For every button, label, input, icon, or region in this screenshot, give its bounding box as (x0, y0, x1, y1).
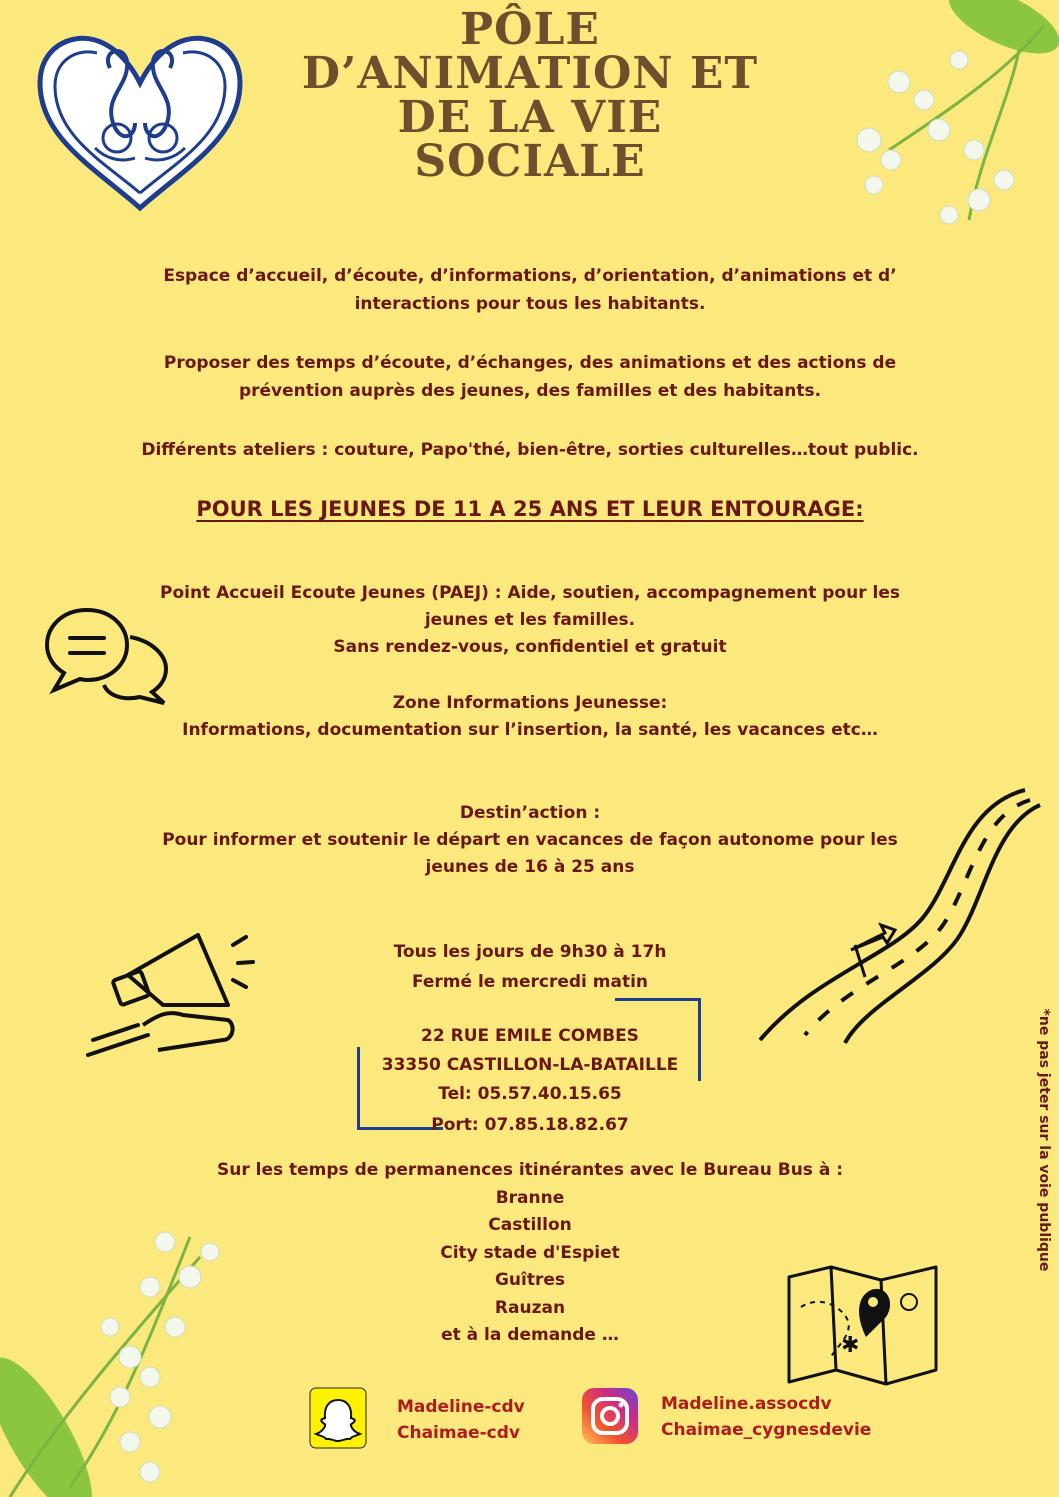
paej-line-3: Sans rendez-vous, confidentiel et gratuit (333, 637, 727, 657)
hours-line-1: Tous les jours de 9h30 à 17h (393, 942, 667, 962)
instagram-icon[interactable] (582, 1388, 638, 1444)
title-line-3: DE LA VIE (397, 92, 663, 143)
contact-tel: Tel: 05.57.40.15.65 (438, 1084, 622, 1104)
contact-street: 22 RUE EMILE COMBES (421, 1026, 639, 1046)
map-pin-icon (786, 1262, 941, 1387)
instagram-account[interactable]: Chaimae_cygnesdevie (661, 1420, 872, 1440)
title-line-1: PÔLE (460, 4, 600, 55)
intro-p2-line-2: prévention auprès des jeunes, des familles et des habitants. (238, 381, 822, 401)
side-note (1034, 990, 1054, 1290)
youth-heading: POUR LES JEUNES DE 11 A 25 ANS ET LEUR ENTOURAGE: (196, 497, 864, 521)
lily-of-the-valley-decoration (829, 0, 1059, 240)
paej-block (100, 580, 960, 661)
snapchat-accounts (397, 1394, 525, 1446)
intro-p1-line-1: Espace d’accueil, d’écoute, d’informations, d’orientation, d’animations et d’ (163, 266, 897, 286)
bus-place: Branne (495, 1187, 565, 1208)
bus-intro: Sur les temps de permanences itinérantes avec le Bureau Bus à : (216, 1160, 844, 1180)
intro-p2-line-1: Proposer des temps d’écoute, d’échanges, des animations et des actions de (163, 353, 897, 373)
destinaction-line-1: Pour informer et soutenir le départ en vacances de façon autonome pour les (162, 830, 898, 850)
side-note-text: *ne pas jeter sur la voie publique (1036, 1008, 1052, 1272)
intro-paragraph-2 (70, 349, 990, 405)
contact-port: Port: 07.85.18.82.67 (431, 1115, 629, 1135)
instagram-account[interactable]: Madeline.assocdv (661, 1394, 832, 1414)
zone-info-block (100, 690, 960, 744)
paej-line-1: Point Accueil Ecoute Jeunes (PAEJ) : Aide, soutien, accompagnement pour les (160, 583, 900, 603)
zone-info-title: Zone Informations Jeunesse: (392, 693, 668, 713)
bus-place: Rauzan (494, 1297, 566, 1318)
snapchat-account[interactable]: Chaimae-cdv (397, 1423, 520, 1443)
instagram-accounts (661, 1391, 871, 1443)
intro-paragraph-3: Différents ateliers : couture, Papo'thé, bien-être, sorties culturelles…tout public. (141, 440, 919, 460)
swans-heart-logo (35, 28, 245, 213)
svg-text:✱: ✱ (841, 1333, 860, 1358)
page-title (250, 4, 810, 187)
bus-place: et à la demande … (441, 1325, 619, 1345)
opening-hours (300, 937, 760, 997)
title-line-4: SOCIALE (414, 136, 646, 187)
lily-of-the-valley-decoration (0, 1217, 230, 1497)
paej-line-2: jeunes et les familles. (424, 610, 636, 630)
contact-block (370, 1022, 690, 1140)
hours-line-2: Fermé le mercredi matin (411, 972, 649, 992)
intro-paragraph-1 (70, 262, 990, 318)
winding-road-icon (755, 785, 1045, 1045)
bus-place: Guîtres (494, 1270, 566, 1290)
snapchat-account[interactable]: Madeline-cdv (397, 1397, 525, 1417)
destinaction-line-2: jeunes de 16 à 25 ans (425, 857, 635, 877)
bus-place: City stade d'Espiet (440, 1242, 620, 1263)
zone-info-text: Informations, documentation sur l’insertion, la santé, les vacances etc… (182, 720, 878, 740)
megaphone-icon (88, 915, 258, 1065)
bus-place: Castillon (488, 1215, 572, 1235)
title-line-2: D’ANIMATION ET (301, 48, 759, 99)
contact-city: 33350 CASTILLON-LA-BATAILLE (381, 1055, 679, 1075)
snapchat-icon[interactable] (310, 1388, 366, 1448)
intro-p1-line-2: interactions pour tous les habitants. (354, 294, 706, 314)
destinaction-title: Destin’action : (459, 803, 601, 823)
